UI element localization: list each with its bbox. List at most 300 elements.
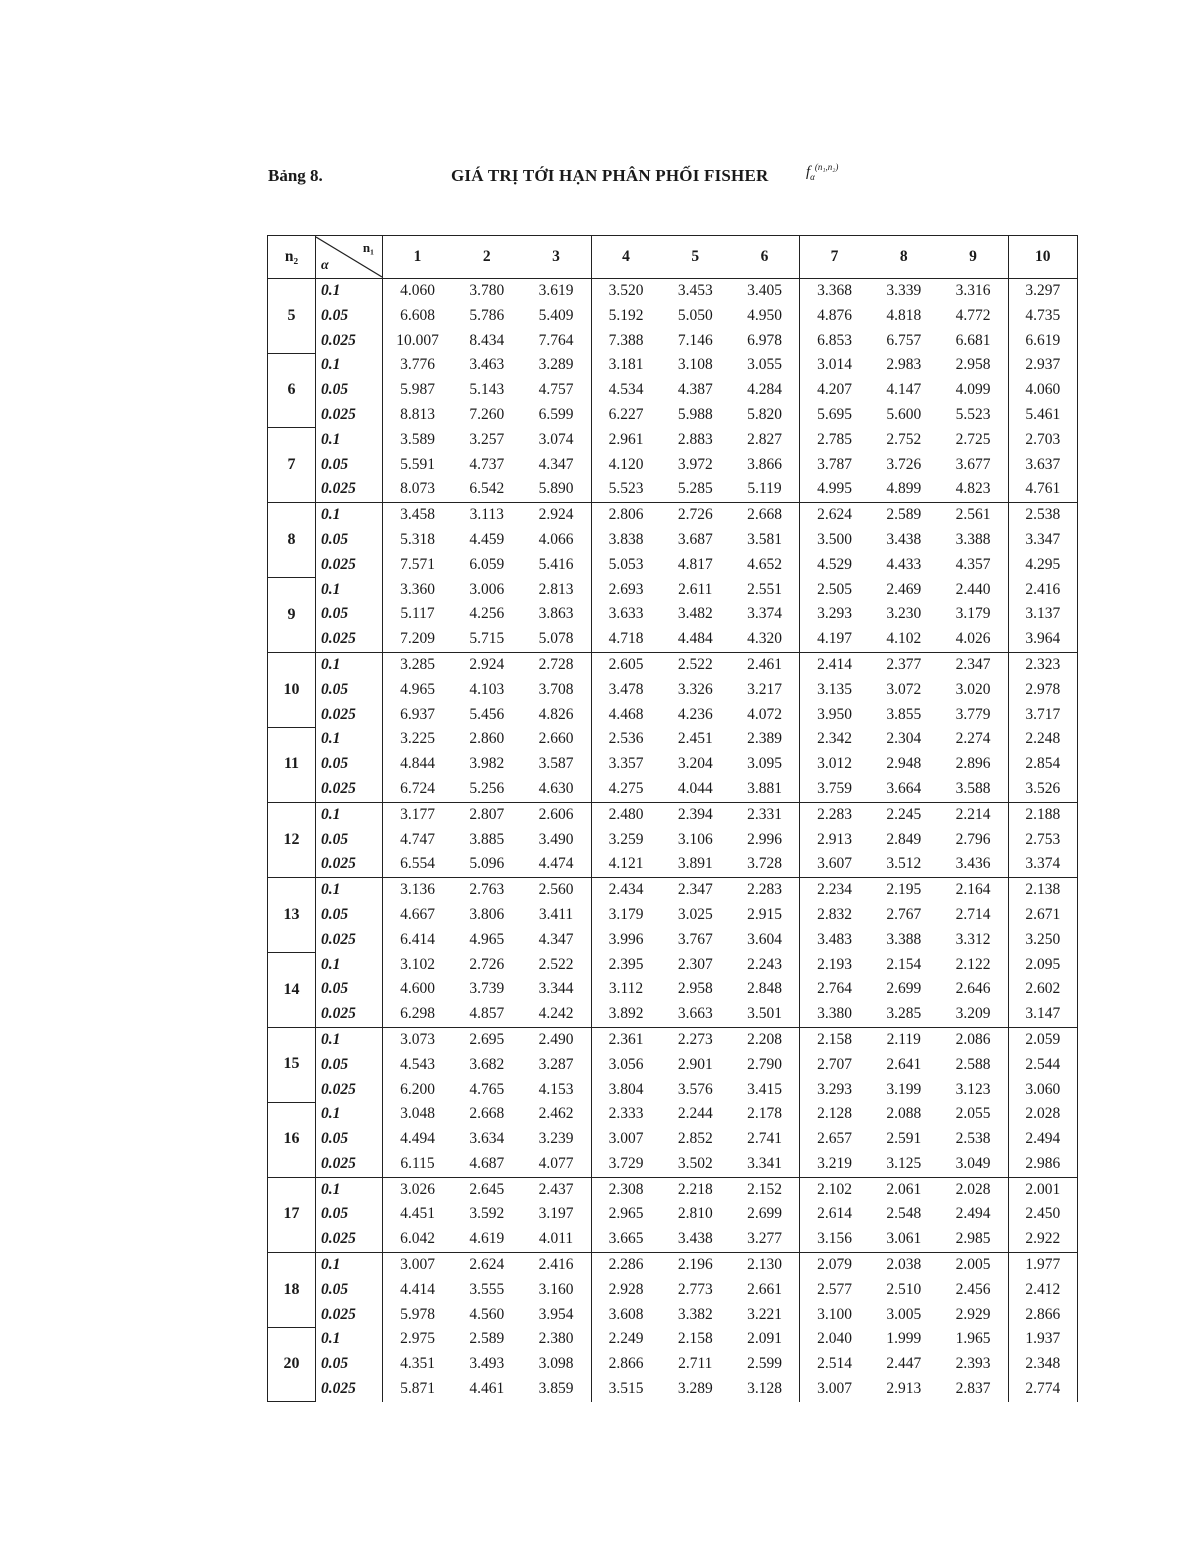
- value-cell: 4.826: [522, 703, 592, 728]
- value-cell: 3.411: [522, 903, 592, 928]
- value-cell: 6.937: [400, 705, 435, 723]
- table-row: [268, 903, 1078, 928]
- value-cell: 5.987: [400, 381, 435, 399]
- value-cell: 7.764: [522, 329, 592, 354]
- alpha-cell: 0.1: [316, 802, 383, 827]
- value-cell: 2.728: [522, 652, 592, 677]
- value-cell: 2.304: [886, 730, 922, 748]
- alpha-cell: 0.025: [316, 852, 383, 877]
- value-cell: 3.100: [817, 1305, 852, 1323]
- value-cell: 5.523: [608, 480, 644, 498]
- alpha-cell: 0.05: [316, 1352, 383, 1377]
- value-cell: 4.077: [522, 1152, 592, 1177]
- value-cell: 3.136: [383, 878, 453, 903]
- value-cell: 2.214: [939, 802, 1009, 827]
- alpha-cell: 0.1: [316, 1027, 383, 1052]
- value-cell: 3.095: [730, 752, 800, 777]
- value-cell: 3.257: [469, 430, 505, 448]
- value-cell: 5.523: [939, 403, 1009, 428]
- value-cell: 2.646: [939, 977, 1009, 1002]
- table-row: [268, 703, 1078, 728]
- column-header-n1: 10: [1008, 236, 1078, 279]
- alpha-cell: 0.1: [316, 578, 383, 603]
- value-cell: 6.619: [1008, 329, 1078, 354]
- value-cell: 3.592: [469, 1205, 505, 1223]
- value-cell: 4.414: [400, 1280, 435, 1298]
- n2-cell: 9: [268, 578, 316, 653]
- value-cell: 3.177: [383, 802, 453, 827]
- alpha-cell: 0.025: [316, 1303, 383, 1328]
- value-cell: 3.729: [608, 1154, 644, 1172]
- column-header-n1: 9: [939, 236, 1009, 279]
- value-cell: 3.179: [608, 905, 644, 923]
- value-cell: 3.056: [608, 1055, 644, 1073]
- n2-cell: 16: [268, 1102, 316, 1177]
- value-cell: 2.796: [939, 828, 1009, 853]
- value-cell: 3.866: [730, 453, 800, 478]
- table-number-label: Bảng 8.: [268, 166, 323, 185]
- value-cell: 2.588: [939, 1053, 1009, 1078]
- value-cell: 2.852: [677, 1130, 713, 1148]
- value-cell: 5.050: [677, 306, 713, 324]
- value-cell: 3.436: [939, 852, 1009, 877]
- value-cell: 2.774: [1008, 1377, 1078, 1402]
- value-cell: 4.121: [608, 855, 644, 873]
- value-cell: 3.453: [661, 279, 731, 304]
- value-cell: 6.542: [469, 480, 505, 498]
- value-cell: 4.275: [608, 779, 644, 797]
- value-cell: 4.357: [939, 553, 1009, 578]
- value-cell: 3.347: [1008, 528, 1078, 553]
- value-cell: 4.461: [469, 1380, 505, 1398]
- alpha-cell: 0.1: [316, 1102, 383, 1127]
- value-cell: 2.494: [1008, 1127, 1078, 1152]
- value-cell: 2.901: [677, 1055, 713, 1073]
- value-cell: 2.589: [869, 503, 939, 528]
- value-cell: 5.409: [522, 304, 592, 329]
- value-cell: 2.001: [1008, 1177, 1078, 1202]
- table-row: [268, 453, 1078, 478]
- table-row: [268, 1227, 1078, 1252]
- value-cell: 2.138: [1008, 878, 1078, 903]
- value-cell: 2.602: [1008, 977, 1078, 1002]
- alpha-cell: 0.05: [316, 903, 383, 928]
- value-cell: 3.250: [1008, 928, 1078, 953]
- value-cell: 7.260: [469, 405, 505, 423]
- column-header-n1: 3: [522, 236, 592, 279]
- value-cell: 3.061: [886, 1230, 922, 1248]
- value-cell: 3.219: [817, 1154, 852, 1172]
- value-cell: 3.996: [608, 930, 644, 948]
- value-cell: 2.611: [678, 580, 713, 598]
- value-cell: 4.600: [400, 980, 435, 998]
- value-cell: 3.025: [677, 905, 713, 923]
- value-cell: 2.130: [730, 1253, 800, 1278]
- value-cell: 5.143: [469, 381, 505, 399]
- table-row: [268, 752, 1078, 777]
- table-row: [268, 1202, 1078, 1227]
- value-cell: 6.599: [522, 403, 592, 428]
- value-cell: 4.102: [886, 630, 922, 648]
- alpha-cell: 0.025: [316, 1227, 383, 1252]
- alpha-cell: 0.025: [316, 703, 383, 728]
- value-cell: 3.382: [677, 1305, 713, 1323]
- value-cell: 4.433: [886, 555, 922, 573]
- value-cell: 3.502: [677, 1154, 713, 1172]
- alpha-cell: 0.1: [316, 279, 383, 304]
- value-cell: 3.007: [383, 1253, 453, 1278]
- n2-cell: 7: [268, 428, 316, 503]
- value-cell: 4.667: [400, 905, 435, 923]
- value-cell: 2.308: [591, 1177, 661, 1202]
- value-cell: 2.061: [869, 1177, 939, 1202]
- value-cell: 4.197: [817, 630, 852, 648]
- value-cell: 2.883: [677, 430, 713, 448]
- n2-cell: 17: [268, 1177, 316, 1252]
- value-cell: 5.096: [469, 855, 505, 873]
- table-row: [268, 378, 1078, 403]
- value-cell: 2.848: [730, 977, 800, 1002]
- value-cell: 2.671: [1008, 903, 1078, 928]
- value-cell: 2.958: [939, 353, 1009, 378]
- alpha-cell: 0.025: [316, 928, 383, 953]
- value-cell: 2.286: [591, 1253, 661, 1278]
- table-row: [268, 1152, 1078, 1177]
- table-row: [268, 1377, 1078, 1402]
- value-cell: 3.964: [1008, 627, 1078, 652]
- alpha-cell: 0.05: [316, 1127, 383, 1152]
- value-cell: 2.913: [817, 830, 852, 848]
- alpha-cell: 0.1: [316, 353, 383, 378]
- value-cell: 3.483: [817, 930, 852, 948]
- value-cell: 4.060: [1008, 378, 1078, 403]
- value-cell: 5.978: [400, 1305, 435, 1323]
- value-cell: 3.604: [730, 928, 800, 953]
- table-row: [268, 1177, 1078, 1202]
- n2-cell: 20: [268, 1327, 316, 1401]
- value-cell: 2.038: [869, 1253, 939, 1278]
- value-cell: 2.307: [677, 955, 713, 973]
- value-cell: 2.377: [869, 652, 939, 677]
- table-row: [268, 1078, 1078, 1103]
- value-cell: 5.695: [817, 405, 852, 423]
- value-cell: 4.242: [522, 1002, 592, 1027]
- value-cell: 2.763: [452, 878, 522, 903]
- value-cell: 2.245: [869, 802, 939, 827]
- value-cell: 3.102: [400, 955, 435, 973]
- value-cell: 3.112: [608, 980, 644, 998]
- column-header-n1: 7: [800, 236, 870, 279]
- value-cell: 1.977: [1008, 1253, 1078, 1278]
- value-cell: 3.006: [469, 580, 505, 598]
- value-cell: 2.086: [939, 1027, 1009, 1052]
- value-cell: 2.577: [817, 1280, 852, 1298]
- value-cell: 2.668: [730, 503, 800, 528]
- value-cell: 3.388: [939, 528, 1009, 553]
- value-cell: 2.331: [730, 802, 800, 827]
- value-cell: 3.838: [608, 530, 644, 548]
- table-row: [268, 627, 1078, 652]
- value-cell: 3.776: [400, 356, 435, 374]
- value-cell: 2.059: [1008, 1027, 1078, 1052]
- value-cell: 2.986: [1008, 1152, 1078, 1177]
- value-cell: 4.236: [677, 705, 713, 723]
- value-cell: 4.351: [400, 1355, 435, 1373]
- value-cell: 4.284: [730, 378, 800, 403]
- fisher-symbol-sub: α: [810, 172, 815, 182]
- value-cell: 2.380: [522, 1327, 592, 1352]
- value-cell: 2.122: [939, 953, 1009, 978]
- value-cell: 2.849: [886, 830, 922, 848]
- value-cell: 4.066: [522, 528, 592, 553]
- value-cell: 3.891: [677, 855, 713, 873]
- value-cell: 3.368: [800, 279, 870, 304]
- value-cell: 3.108: [677, 356, 713, 374]
- table-row: [268, 852, 1078, 877]
- alpha-cell: 0.1: [316, 1253, 383, 1278]
- table-row: [268, 828, 1078, 853]
- value-cell: 3.380: [817, 1005, 852, 1023]
- value-cell: 4.619: [469, 1230, 505, 1248]
- value-cell: 2.741: [730, 1127, 800, 1152]
- value-cell: 2.599: [730, 1352, 800, 1377]
- value-cell: 2.813: [522, 578, 592, 603]
- value-cell: 2.645: [452, 1177, 522, 1202]
- value-cell: 6.724: [400, 779, 435, 797]
- value-cell: 3.589: [400, 430, 435, 448]
- value-cell: 2.668: [469, 1105, 505, 1123]
- value-cell: 2.164: [939, 878, 1009, 903]
- value-cell: 4.965: [400, 680, 435, 698]
- value-cell: 5.318: [400, 530, 435, 548]
- value-cell: 2.348: [1008, 1352, 1078, 1377]
- value-cell: 4.120: [608, 455, 644, 473]
- value-cell: 2.128: [817, 1105, 852, 1123]
- value-cell: 3.438: [677, 1230, 713, 1248]
- fisher-table-container: [267, 235, 1077, 1402]
- value-cell: 6.978: [730, 329, 800, 354]
- column-header-n1: 4: [591, 236, 661, 279]
- alpha-cell: 0.1: [316, 878, 383, 903]
- value-cell: 2.896: [939, 752, 1009, 777]
- value-cell: 2.854: [1008, 752, 1078, 777]
- table-row: [268, 477, 1078, 502]
- value-cell: 4.103: [469, 680, 505, 698]
- value-cell: 4.818: [886, 306, 922, 324]
- alpha-cell: 0.05: [316, 602, 383, 627]
- value-cell: 5.820: [730, 403, 800, 428]
- value-cell: 6.115: [400, 1154, 435, 1172]
- value-cell: 5.461: [1008, 403, 1078, 428]
- value-cell: 4.295: [1008, 553, 1078, 578]
- value-cell: 4.474: [522, 852, 592, 877]
- value-cell: 2.764: [817, 980, 852, 998]
- value-cell: 2.913: [886, 1380, 922, 1398]
- value-cell: 2.323: [1008, 652, 1078, 677]
- fisher-symbol-main: f: [806, 164, 811, 180]
- table-row: [268, 1053, 1078, 1078]
- value-cell: 4.347: [522, 928, 592, 953]
- value-cell: 5.416: [522, 553, 592, 578]
- value-cell: 3.717: [1008, 703, 1078, 728]
- table-row: [268, 1127, 1078, 1152]
- value-cell: 4.737: [469, 455, 505, 473]
- table-body: [268, 279, 1078, 1402]
- alpha-cell: 0.1: [316, 1327, 383, 1352]
- value-cell: 2.699: [730, 1202, 800, 1227]
- alpha-cell: 0.05: [316, 752, 383, 777]
- value-cell: 3.326: [677, 680, 713, 698]
- value-cell: 3.859: [522, 1377, 592, 1402]
- value-cell: 5.192: [608, 306, 644, 324]
- n2-cell: 8: [268, 503, 316, 578]
- table-row: [268, 928, 1078, 953]
- value-cell: 4.256: [469, 605, 505, 623]
- value-cell: 3.160: [522, 1278, 592, 1303]
- value-cell: 2.924: [522, 503, 592, 528]
- table-row: [268, 602, 1078, 627]
- value-cell: 2.614: [817, 1205, 852, 1223]
- value-cell: 3.014: [817, 356, 852, 374]
- value-cell: 6.608: [400, 306, 435, 324]
- value-cell: 3.438: [886, 530, 922, 548]
- value-cell: 3.806: [469, 905, 505, 923]
- value-cell: 3.020: [939, 678, 1009, 703]
- alpha-cell: 0.05: [316, 378, 383, 403]
- value-cell: 2.451: [677, 730, 713, 748]
- value-cell: 2.806: [591, 503, 661, 528]
- value-cell: 3.804: [608, 1080, 644, 1098]
- alpha-cell: 0.05: [316, 528, 383, 553]
- value-cell: 2.055: [939, 1102, 1009, 1127]
- value-cell: 2.589: [469, 1330, 505, 1348]
- value-cell: 2.536: [608, 730, 644, 748]
- value-cell: 2.661: [730, 1278, 800, 1303]
- value-cell: 2.480: [591, 802, 661, 827]
- value-cell: 2.028: [939, 1177, 1009, 1202]
- table-row: [268, 1102, 1078, 1127]
- value-cell: 2.119: [869, 1027, 939, 1052]
- value-cell: 2.347: [939, 652, 1009, 677]
- n2-cell: 12: [268, 802, 316, 877]
- value-cell: 3.780: [452, 279, 522, 304]
- value-cell: 3.581: [730, 528, 800, 553]
- value-cell: 2.347: [661, 878, 731, 903]
- value-cell: 10.007: [396, 331, 439, 349]
- value-cell: 2.505: [817, 580, 852, 598]
- alpha-cell: 0.05: [316, 828, 383, 853]
- corner-alpha-label: α: [321, 258, 329, 273]
- value-cell: 3.881: [730, 777, 800, 802]
- value-cell: 2.699: [886, 980, 922, 998]
- value-cell: 6.414: [400, 930, 435, 948]
- value-cell: 2.450: [1008, 1202, 1078, 1227]
- value-cell: 2.469: [886, 580, 922, 598]
- column-header-n1: 5: [661, 236, 731, 279]
- value-cell: 4.757: [522, 378, 592, 403]
- alpha-cell: 0.1: [316, 727, 383, 752]
- value-cell: 7.209: [400, 630, 435, 648]
- alpha-cell: 0.05: [316, 304, 383, 329]
- value-cell: 6.227: [608, 405, 644, 423]
- value-cell: 4.011: [522, 1227, 592, 1252]
- n2-cell: 6: [268, 353, 316, 427]
- table-row: [268, 727, 1078, 752]
- alpha-cell: 0.025: [316, 1152, 383, 1177]
- table-row: [268, 503, 1078, 528]
- value-cell: 2.961: [608, 430, 644, 448]
- value-cell: 3.221: [730, 1303, 800, 1328]
- alpha-cell: 0.05: [316, 1053, 383, 1078]
- table-title: GIÁ TRỊ TỚI HẠN PHÂN PHỐI FISHER: [451, 166, 769, 185]
- table-row: [268, 878, 1078, 903]
- value-cell: 2.832: [817, 905, 852, 923]
- value-cell: 3.225: [400, 730, 435, 748]
- n2-cell: 13: [268, 878, 316, 953]
- table-row: [268, 578, 1078, 603]
- value-cell: 2.707: [817, 1055, 852, 1073]
- value-cell: 4.761: [1008, 477, 1078, 502]
- value-cell: 2.361: [591, 1027, 661, 1052]
- value-cell: 4.857: [469, 1005, 505, 1023]
- table-row: [268, 1303, 1078, 1328]
- value-cell: 2.218: [661, 1177, 731, 1202]
- value-cell: 2.714: [939, 903, 1009, 928]
- value-cell: 4.823: [939, 477, 1009, 502]
- value-cell: 3.113: [452, 503, 522, 528]
- value-cell: 3.954: [522, 1303, 592, 1328]
- value-cell: 2.249: [608, 1330, 644, 1348]
- value-cell: 2.711: [678, 1355, 713, 1373]
- value-cell: 2.178: [730, 1102, 800, 1127]
- value-cell: 6.554: [400, 855, 435, 873]
- value-cell: 3.360: [400, 580, 435, 598]
- value-cell: 2.929: [939, 1303, 1009, 1328]
- value-cell: 4.735: [1008, 304, 1078, 329]
- value-cell: 3.048: [400, 1105, 435, 1123]
- table-row: [268, 528, 1078, 553]
- value-cell: 3.026: [383, 1177, 453, 1202]
- value-cell: 3.123: [939, 1078, 1009, 1103]
- value-cell: 2.561: [939, 503, 1009, 528]
- alpha-cell: 0.05: [316, 977, 383, 1002]
- value-cell: 2.978: [1008, 678, 1078, 703]
- value-cell: 4.817: [677, 555, 713, 573]
- value-cell: 2.462: [522, 1102, 592, 1127]
- value-cell: 4.718: [608, 630, 644, 648]
- value-cell: 2.591: [886, 1130, 922, 1148]
- value-cell: 3.217: [730, 678, 800, 703]
- value-cell: 2.028: [1008, 1102, 1078, 1127]
- value-cell: 2.837: [939, 1377, 1009, 1402]
- value-cell: 2.860: [469, 730, 505, 748]
- table-header: [268, 162, 1078, 192]
- value-cell: 2.810: [677, 1205, 713, 1223]
- value-cell: 2.693: [608, 580, 644, 598]
- table-row: [268, 1253, 1078, 1278]
- value-cell: 3.779: [939, 703, 1009, 728]
- value-cell: 3.344: [522, 977, 592, 1002]
- value-cell: 2.827: [730, 428, 800, 453]
- alpha-cell: 0.1: [316, 953, 383, 978]
- value-cell: 2.551: [730, 578, 800, 603]
- value-cell: 5.285: [677, 480, 713, 498]
- value-cell: 5.117: [400, 605, 435, 623]
- value-cell: 2.522: [661, 652, 731, 677]
- value-cell: 3.135: [817, 680, 852, 698]
- value-cell: 4.072: [730, 703, 800, 728]
- value-cell: 3.293: [817, 605, 852, 623]
